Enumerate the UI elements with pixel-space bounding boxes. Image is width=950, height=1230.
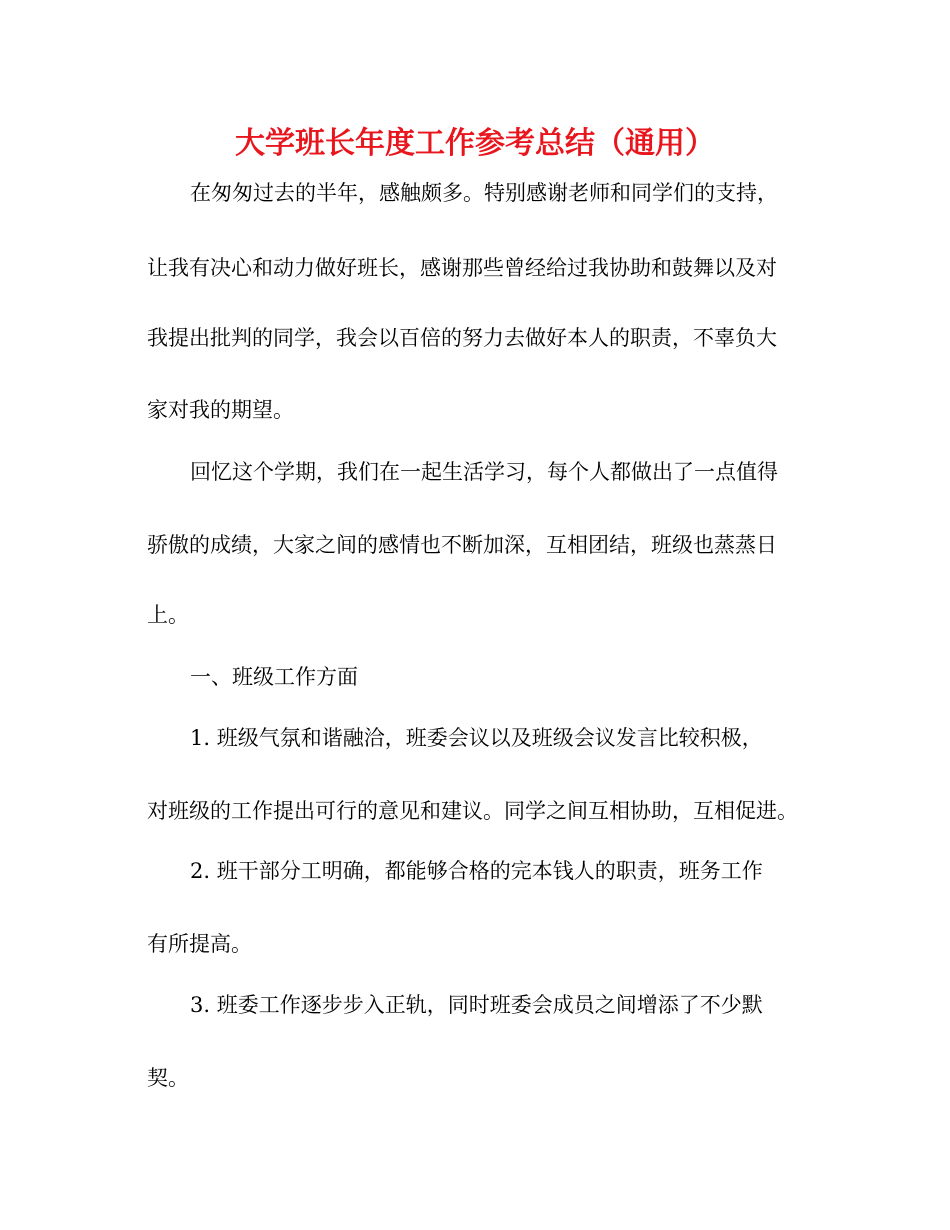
paragraph-line: 上。: [147, 603, 189, 627]
paragraph-line: 回忆这个学期，我们在一起生活学习，每个人都做出了一点值得: [190, 460, 778, 484]
list-item-line: 契。: [147, 1066, 189, 1090]
paragraph-line: 骄傲的成绩，大家之间的感情也不断加深，互相团结，班级也蒸蒸日: [147, 533, 777, 557]
paragraph-line: 在匆匆过去的半年，感触颇多。特别感谢老师和同学们的支持，: [190, 181, 778, 205]
list-item-line: 1. 班级气氛和谐融洽，班委会议以及班级会议发言比较积极，: [190, 726, 763, 750]
list-item-line: 2. 班干部分工明确，都能够合格的完本钱人的职责，班务工作: [190, 859, 763, 883]
paragraph-line: 家对我的期望。: [147, 398, 294, 422]
document-title: 大学班长年度工作参考总结（通用）: [235, 126, 715, 161]
list-item-line: 有所提高。: [147, 932, 252, 956]
paragraph-line: 我提出批判的同学，我会以百倍的努力去做好本人的职责，不辜负大: [147, 326, 777, 350]
section-heading: 一、班级工作方面: [190, 665, 358, 689]
paragraph-line: 让我有决心和动力做好班长，感谢那些曾经给过我协助和鼓舞以及对: [147, 256, 777, 280]
list-item-line: 3. 班委工作逐步步入正轨，同时班委会成员之间增添了不少默: [190, 993, 763, 1017]
list-item-line: 对班级的工作提出可行的意见和建议。同学之间互相协助，互相促进。: [147, 799, 798, 823]
